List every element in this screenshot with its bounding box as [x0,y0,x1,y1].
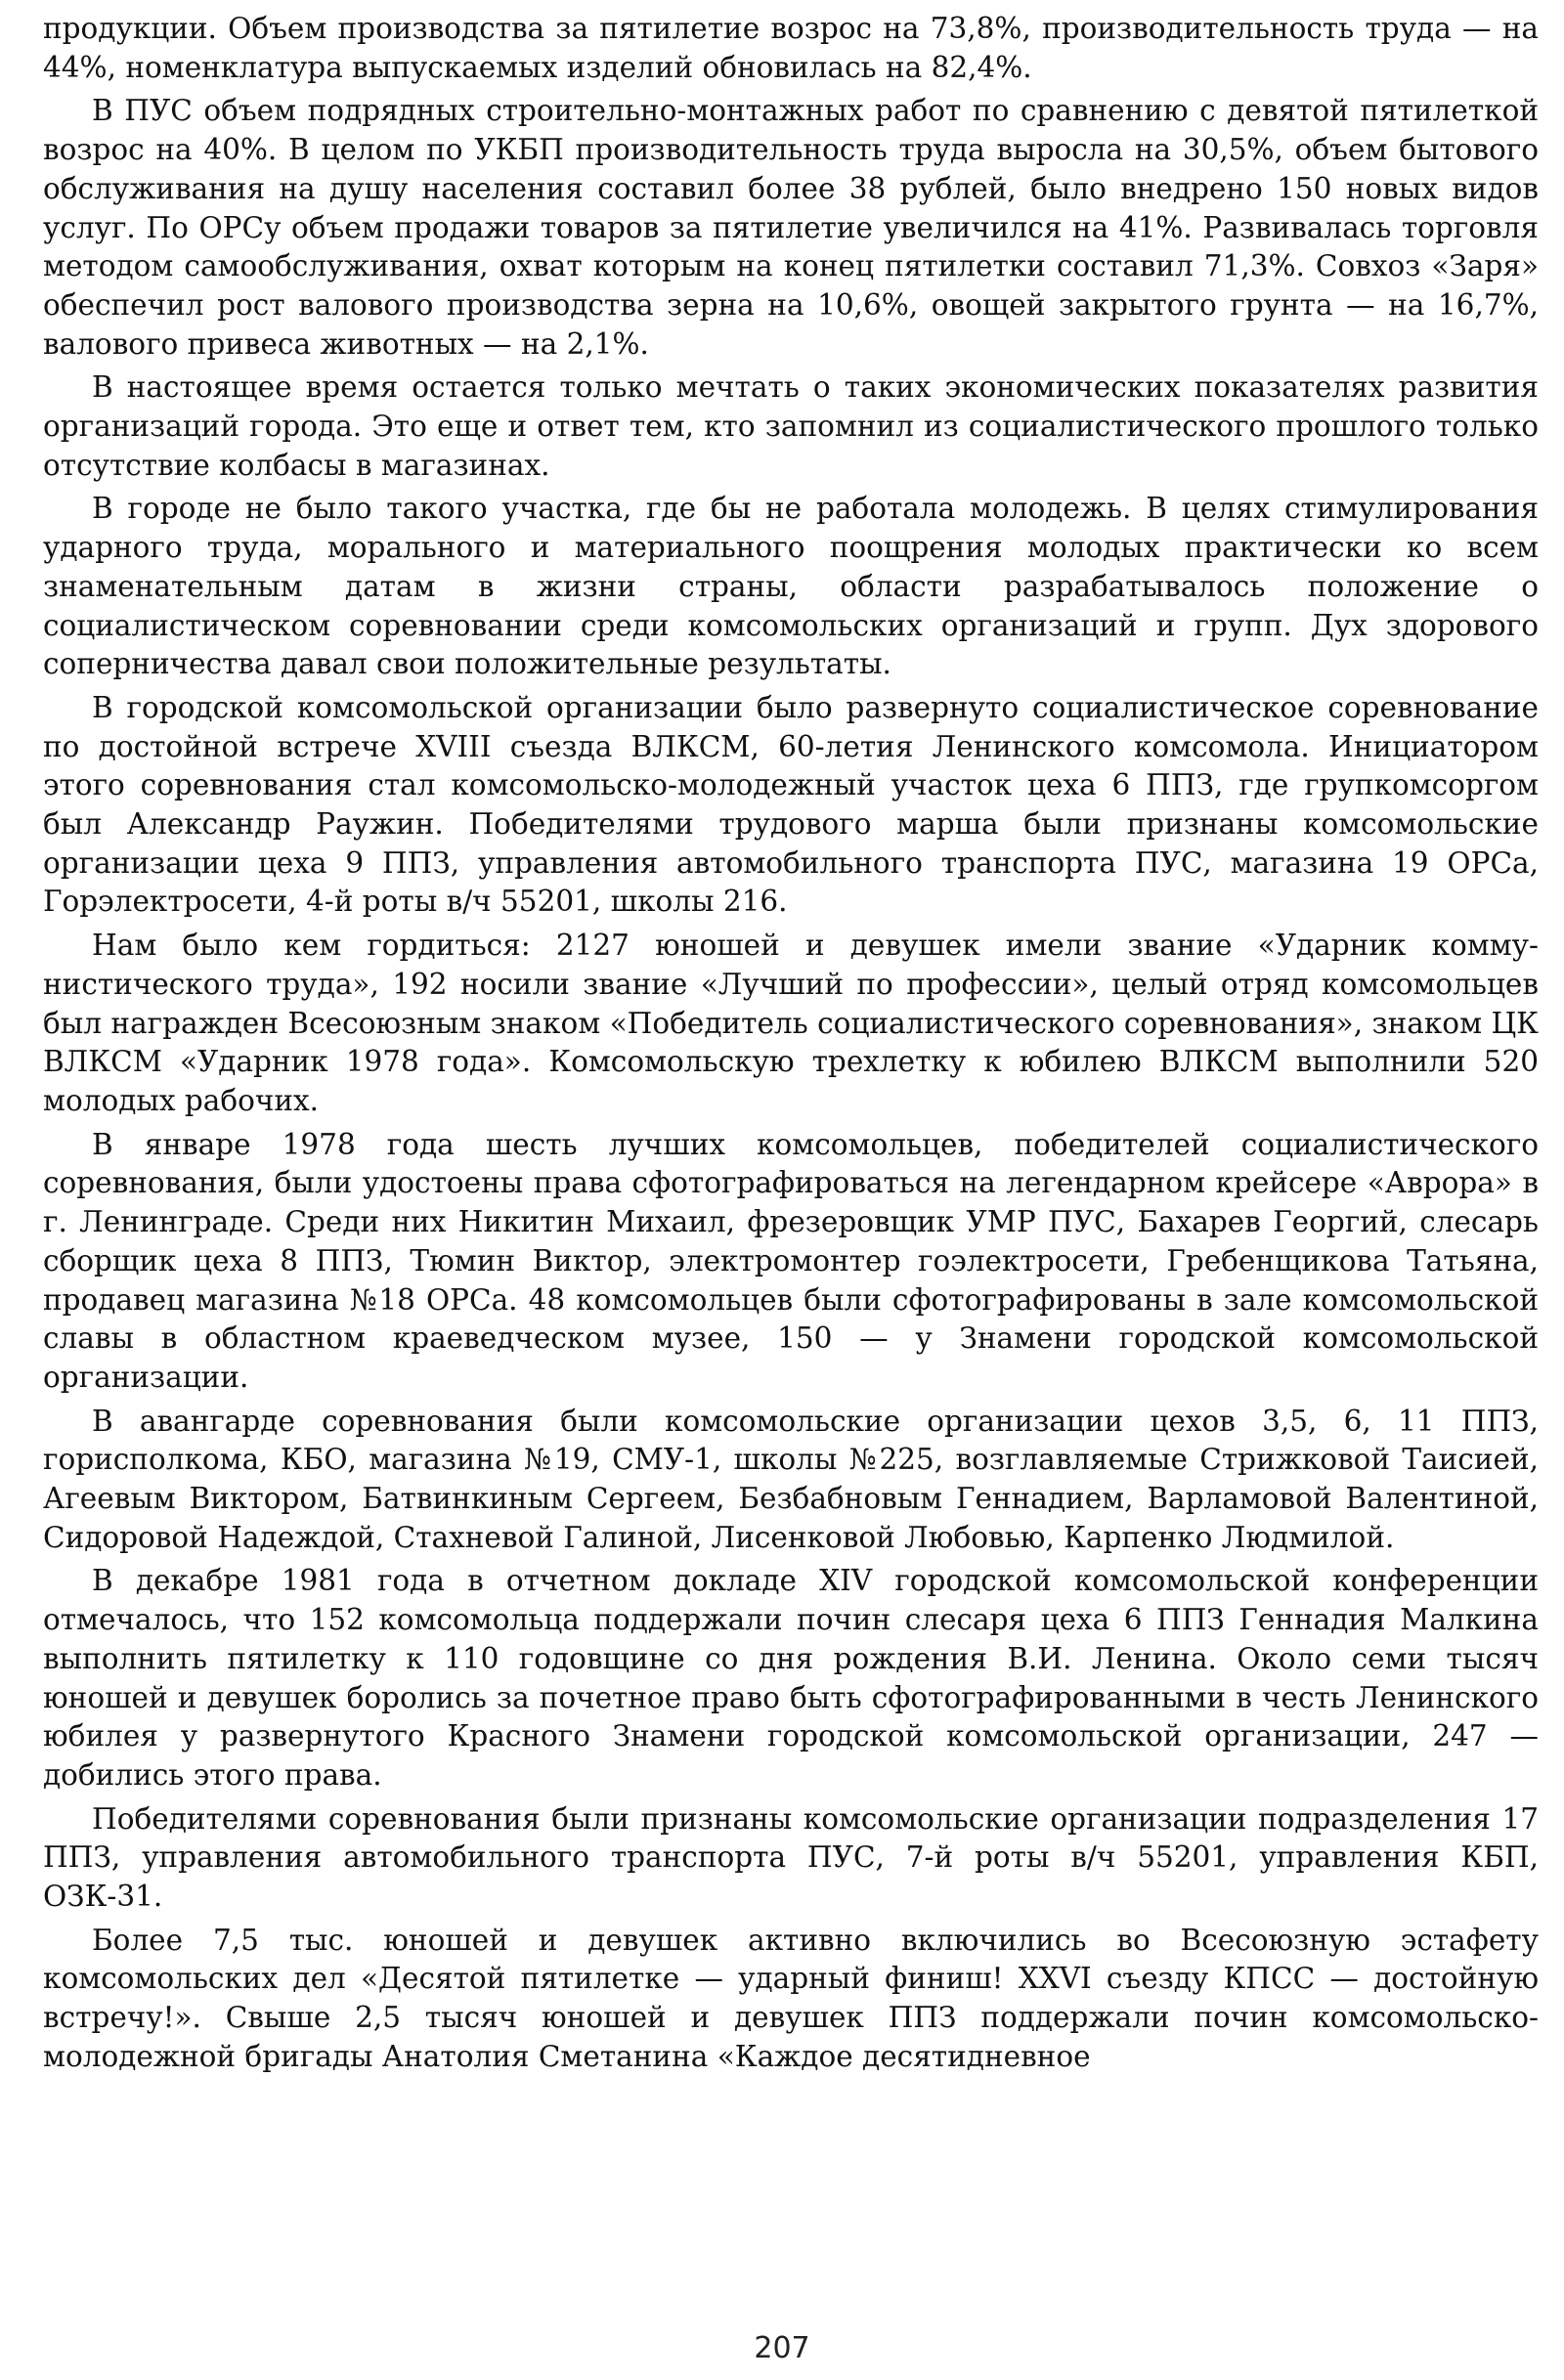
document-body [43,10,1539,2082]
paragraph: Нам было кем гордиться: 2127 юношей и девушек имели звание «Ударник коммунистического труда», 192 носили звание «Лучший по профессии», целый отряд комсомольцев был награжден Всесоюзным знаком «Победитель социалистического соревнования», знаком ЦК ВЛКСМ «Ударник 1978 года». Комсомольскую трехлетку к юбилею ВЛКСМ выполнили 520 молодых рабочих. [43,929,1539,1117]
paragraph: В городской комсомольской организации было развернуто социалистическое соревнование по достойной встрече XVIII съезда ВЛКСМ, 60-летия Ленинского комсомола. Инициатором этого соревнования стал комсомольско-молодежный участок цеха 6 ППЗ, где групкомсоргом был Александр Раужин. Победителями трудового марша были признаны комсомольские организации цеха 9 ППЗ, управления автомобильного транспорта ПУС, магазина 19 ОРСа, Горэлектросети, 4-й роты в/ч 55201, школы 216. [43,690,1539,919]
paragraph: В настоящее время остается только мечтать о таких экономических показателях развития организаций города. Это еще и ответ тем, кто запомнил из социалистического прошлого только отсутствие колбасы в магазинах. [43,370,1539,482]
paragraph: В городе не было такого участка, где бы не работала молодежь. В целях стимулирования ударного труда, морального и материального поощрения молодых практически ко всем знаменательным датам в жизни страны, области разрабатывалось положение о социалистическом соревновании среди комсомольских организаций и групп. Дух здорового соперничества давал свои положительные результаты. [43,492,1539,681]
page-number: 207 [754,2331,810,2365]
paragraph: Более 7,5 тыс. юношей и девушек активно включились во Всесоюзную эстафету комсомольских дел «Десятой пятилетке — ударный финиш! XXVI съезду КПСС — достойную встречу!». Свыше 2,5 тысяч юношей и девушек ППЗ поддержали почин комсомольско-молодежной бригады Анатолия Сметанина «Каждое десятидневное [43,1923,1539,2073]
paragraph-continuation: продукции. Объем производства за пятилетие возрос на 73,8%, производительность труда — на 44%, номенклатура выпускаемых изделий обновилась на 82,4%. [43,12,1539,84]
paragraph: Победителями соревнования были признаны комсомольские организации подразделения 17 ППЗ, управления автомобильного транспорта ПУС, 7-й роты в/ч 55201, управления КБП, ОЗК-31. [43,1801,1539,1914]
paragraph: В авангарде соревнования были комсомольские организации цехов 3,5, 6, 11 ППЗ, горисполкома, КБО, магазина №19, СМУ-1, школы №225, возглавляемые Стрижковой Таисией, Агеевым Виктором, Батвинкиным Сергеем, Безбабновым Геннадием, Варламовой Валентиной, Сидоровой Надеждой, Стахневой Галиной, Лисенковой Любовью, Карпенко Людмилой. [43,1404,1539,1554]
paragraph: В январе 1978 года шесть лучших комсомольцев, победителей социалистического соревнования, были удостоены права сфотографироваться на легендарном крейсере «Аврора» в г. Ленинграде. Среди них Никитин Михаил, фрезеровщик УМР ПУС, Бахарев Георгий, слесарь сборщик цеха 8 ППЗ, Тюмин Виктор, электромонтер гоэлектросети, Гребенщикова Татьяна, продавец магазина №18 ОРСа. 48 комсомольцев были сфотографированы в зале комсомольской славы в областном краеведческом музее, 150 — у Знамени городской комсомольской организации. [43,1127,1539,1394]
paragraph: В декабре 1981 года в отчетном докладе XIV городской комсомольской конференции отмечалось, что 152 комсомольца поддержали почин слесаря цеха 6 ППЗ Геннадия Малкина выполнить пятилетку к 110 годовщине со дня рождения В.И. Ленина. Около семи тысяч юношей и девушек боролись за почетное право быть сфотографированными в честь Ленинского юбилея у развернутого Красного Знамени городской комсомольской организации, 247 — добились этого права. [43,1564,1539,1792]
paragraph: В ПУС объем подрядных строительно-монтажных работ по сравнению с девятой пятилеткой возрос на 40%. В целом по УКБП производительность труда выросла на 30,5%, объем бытового обслуживания на душу населения составил более 38 рублей, было внедрено 150 новых видов услуг. По ОРСу объем продажи товаров за пятилетие увеличился на 41%. Развивалась торговля методом самообслуживания, охват которым на конец пятилетки составил 71,3%. Совхоз «Заря» обеспечил рост валового производства зерна на 10,6%, овощей закрытого грунта — на 16,7%, валового привеса животных — на 2,1%. [43,94,1539,361]
